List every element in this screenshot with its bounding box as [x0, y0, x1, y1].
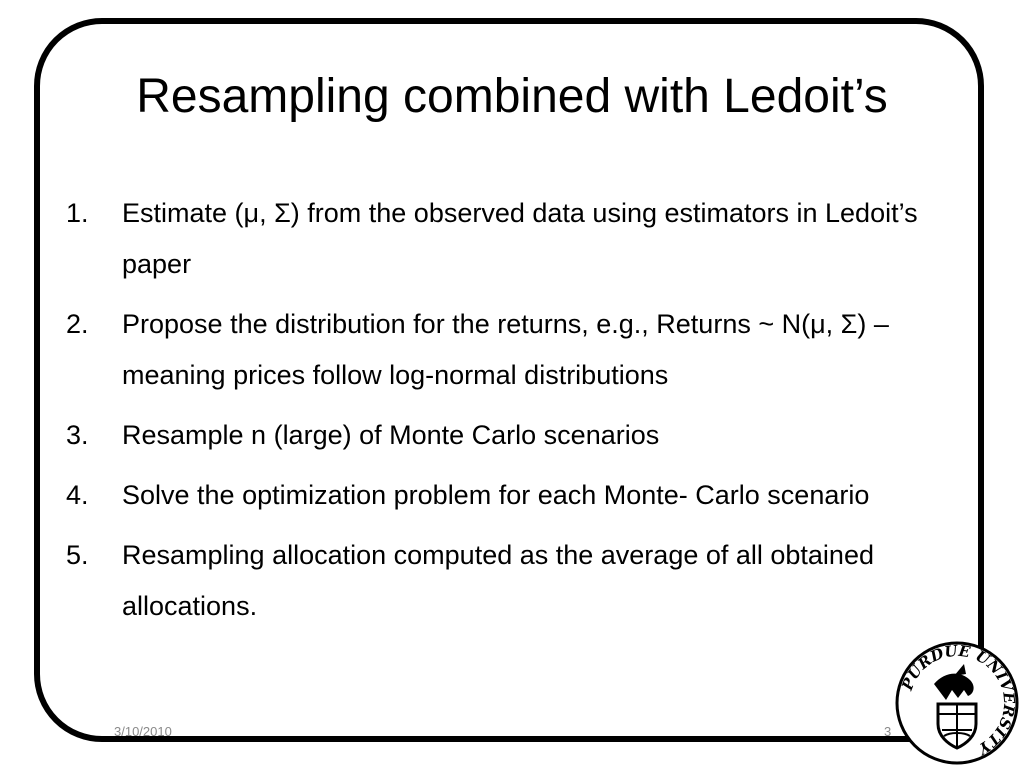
step-number: 5. — [66, 540, 89, 570]
step-text: Solve the optimization problem for each Monte- Carlo scenario — [122, 480, 870, 510]
list-item — [66, 470, 966, 521]
griffin-seal-icon — [894, 640, 1020, 766]
list-item — [66, 410, 966, 461]
seal-text: PURDUE UNIVERSITY — [898, 641, 1019, 758]
footer-date: 3/10/2010 — [114, 724, 172, 739]
step-text: Resample n (large) of Monte Carlo scenarios — [122, 420, 660, 450]
list-item — [66, 299, 966, 401]
step-number: 3. — [66, 420, 89, 450]
step-number: 4. — [66, 480, 89, 510]
step-number: 2. — [66, 309, 89, 339]
step-text: Estimate (μ, Σ) from the observed data using estimators in Ledoit’s paper — [122, 198, 918, 279]
slide-title: Resampling combined with Ledoit’s — [136, 70, 888, 123]
list-item — [66, 530, 966, 632]
step-text: Resampling allocation computed as the average of all obtained allocations. — [122, 540, 874, 621]
steps-list — [66, 188, 966, 641]
step-number: 1. — [66, 198, 89, 228]
step-text: Propose the distribution for the returns, e.g., Returns ~ N(μ, Σ) – meaning prices follow log-normal distributions — [122, 309, 889, 390]
page-number: 3 — [884, 724, 892, 739]
list-item — [66, 188, 966, 290]
